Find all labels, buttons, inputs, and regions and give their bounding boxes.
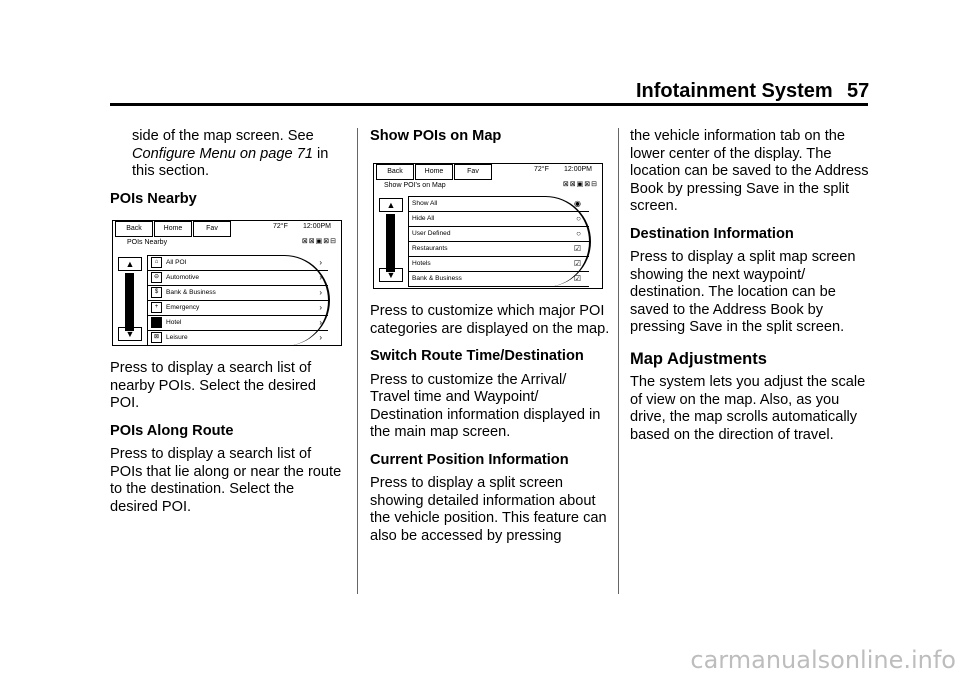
list-item[interactable]: ⌂ All POI ›	[148, 256, 328, 271]
map-adjustments-description: The system lets you adjust the scale of view on the map. Also, as you drive, the map scrolls automatically based on the direction of travel.	[630, 374, 866, 443]
list-item[interactable]: ⊠ Leisure ›	[148, 331, 328, 346]
page-number: 57	[847, 80, 870, 102]
poi-category-list	[408, 196, 591, 287]
intro-text-c: this section.	[132, 163, 210, 179]
current-position-continued: the vehicle information tab on the lower center of the display. The location can be saved to the Address Book by pressing Save in the split screen.	[630, 128, 869, 214]
back-button[interactable]: Back	[115, 221, 153, 237]
list-item[interactable]: Hotel ›	[148, 316, 328, 331]
heading-show-pois-on-map: Show POIs on Map	[370, 128, 502, 144]
scrollbar[interactable]	[125, 273, 134, 331]
list-item[interactable]: Bank & Business ☑	[409, 272, 589, 287]
chevron-right-icon: ›	[319, 303, 322, 312]
hotel-icon	[151, 317, 162, 328]
list-item[interactable]: ⊖ Automotive ›	[148, 271, 328, 286]
configure-menu-link[interactable]: Configure Menu on page 71	[132, 145, 313, 162]
intro-text: side of the map screen. See	[132, 128, 314, 144]
list-item[interactable]: Hide All ○	[409, 212, 589, 227]
status-icons: ⊠⊠▣⊠⊟	[562, 181, 598, 188]
scroll-down-button[interactable]: ▼	[118, 327, 142, 341]
intro-text-b: in	[312, 145, 329, 162]
automotive-icon: ⊖	[151, 272, 162, 283]
list-item[interactable]: User Defined ○	[409, 227, 589, 242]
column-divider	[357, 128, 358, 594]
pois-nearby-screen	[112, 220, 342, 346]
show-pois-description: Press to customize which major POI categories are displayed on the map.	[370, 303, 610, 337]
column-2	[370, 128, 610, 152]
status-icons: ⊠⊠▣⊠⊟	[301, 238, 337, 245]
watermark: carmanualsonline.info	[690, 646, 956, 674]
screen-title: POIs Nearby	[127, 239, 168, 246]
checkbox-checked-icon: ☑	[573, 244, 581, 253]
chevron-right-icon: ›	[319, 273, 322, 282]
show-pois-on-map-screen	[373, 163, 603, 289]
bank-icon: $	[151, 287, 162, 298]
radio-icon: ○	[576, 229, 581, 238]
scrollbar[interactable]	[386, 214, 395, 272]
chevron-right-icon: ›	[319, 288, 322, 297]
clock: 12:00PM	[564, 166, 593, 173]
emergency-icon: +	[151, 302, 162, 313]
heading-pois-along-route: POIs Along Route	[110, 422, 234, 439]
column-2-lower	[370, 303, 610, 555]
intro-paragraph	[110, 128, 346, 181]
temperature: 72°F	[534, 166, 549, 173]
home-button[interactable]: Home	[154, 221, 192, 237]
scroll-up-button[interactable]: ▲	[379, 198, 403, 212]
back-button[interactable]: Back	[376, 164, 414, 180]
current-position-description: Press to display a split screen showing detailed information about the vehicle position. This feature can also be accessed by pressing	[370, 475, 607, 544]
list-item[interactable]: $ Bank & Business ›	[148, 286, 328, 301]
temperature: 72°F	[273, 223, 288, 230]
checkbox-checked-icon: ☑	[573, 274, 581, 283]
list-item[interactable]: Show All ◉	[409, 197, 589, 212]
column-3	[630, 128, 870, 454]
column-1	[110, 128, 346, 214]
pois-nearby-description: Press to display a search list of nearby POIs. Select the desired POI.	[110, 360, 317, 411]
screen-title: Show POI's on Map	[384, 182, 446, 189]
chevron-right-icon: ›	[319, 318, 322, 327]
heading-destination-information: Destination Information	[630, 225, 794, 242]
list-item[interactable]: Restaurants ☑	[409, 242, 589, 257]
chevron-right-icon: ›	[319, 258, 322, 267]
scroll-up-button[interactable]: ▲	[118, 257, 142, 271]
radio-icon: ○	[576, 214, 581, 223]
heading-map-adjustments: Map Adjustments	[630, 349, 767, 368]
clock: 12:00PM	[303, 223, 332, 230]
list-item[interactable]: + Emergency ›	[148, 301, 328, 316]
heading-current-position: Current Position Information	[370, 451, 569, 468]
chevron-right-icon: ›	[319, 333, 322, 342]
column-1-lower	[110, 360, 346, 526]
heading-switch-route: Switch Route Time/Destination	[370, 348, 584, 364]
home-button[interactable]: Home	[415, 164, 453, 180]
fav-button[interactable]: Fav	[193, 221, 231, 237]
all-poi-icon: ⌂	[151, 257, 162, 268]
header-rule	[110, 103, 868, 106]
fav-button[interactable]: Fav	[454, 164, 492, 180]
poi-list	[147, 255, 330, 346]
pois-along-route-description: Press to display a search list of POIs that lie along or near the route to the destination. Select the desired POI.	[110, 446, 342, 515]
list-item[interactable]: Hotels ☑	[409, 257, 589, 272]
heading-pois-nearby: POIs Nearby	[110, 190, 197, 207]
checkbox-checked-icon: ☑	[573, 259, 581, 268]
switch-route-description: Press to customize the Arrival/ Travel time and Waypoint/ Destination information displayed in the main map screen.	[370, 371, 601, 440]
radio-selected-icon: ◉	[574, 199, 581, 208]
column-divider	[618, 128, 619, 594]
destination-information-description: Press to display a split map screen showing the next waypoint/ destination. The location can be saved to the Address Book by pressing Save in the split screen.	[630, 249, 856, 335]
leisure-icon: ⊠	[151, 332, 162, 343]
page-header-title: Infotainment System	[636, 80, 833, 102]
scroll-down-button[interactable]: ▼	[379, 268, 403, 282]
